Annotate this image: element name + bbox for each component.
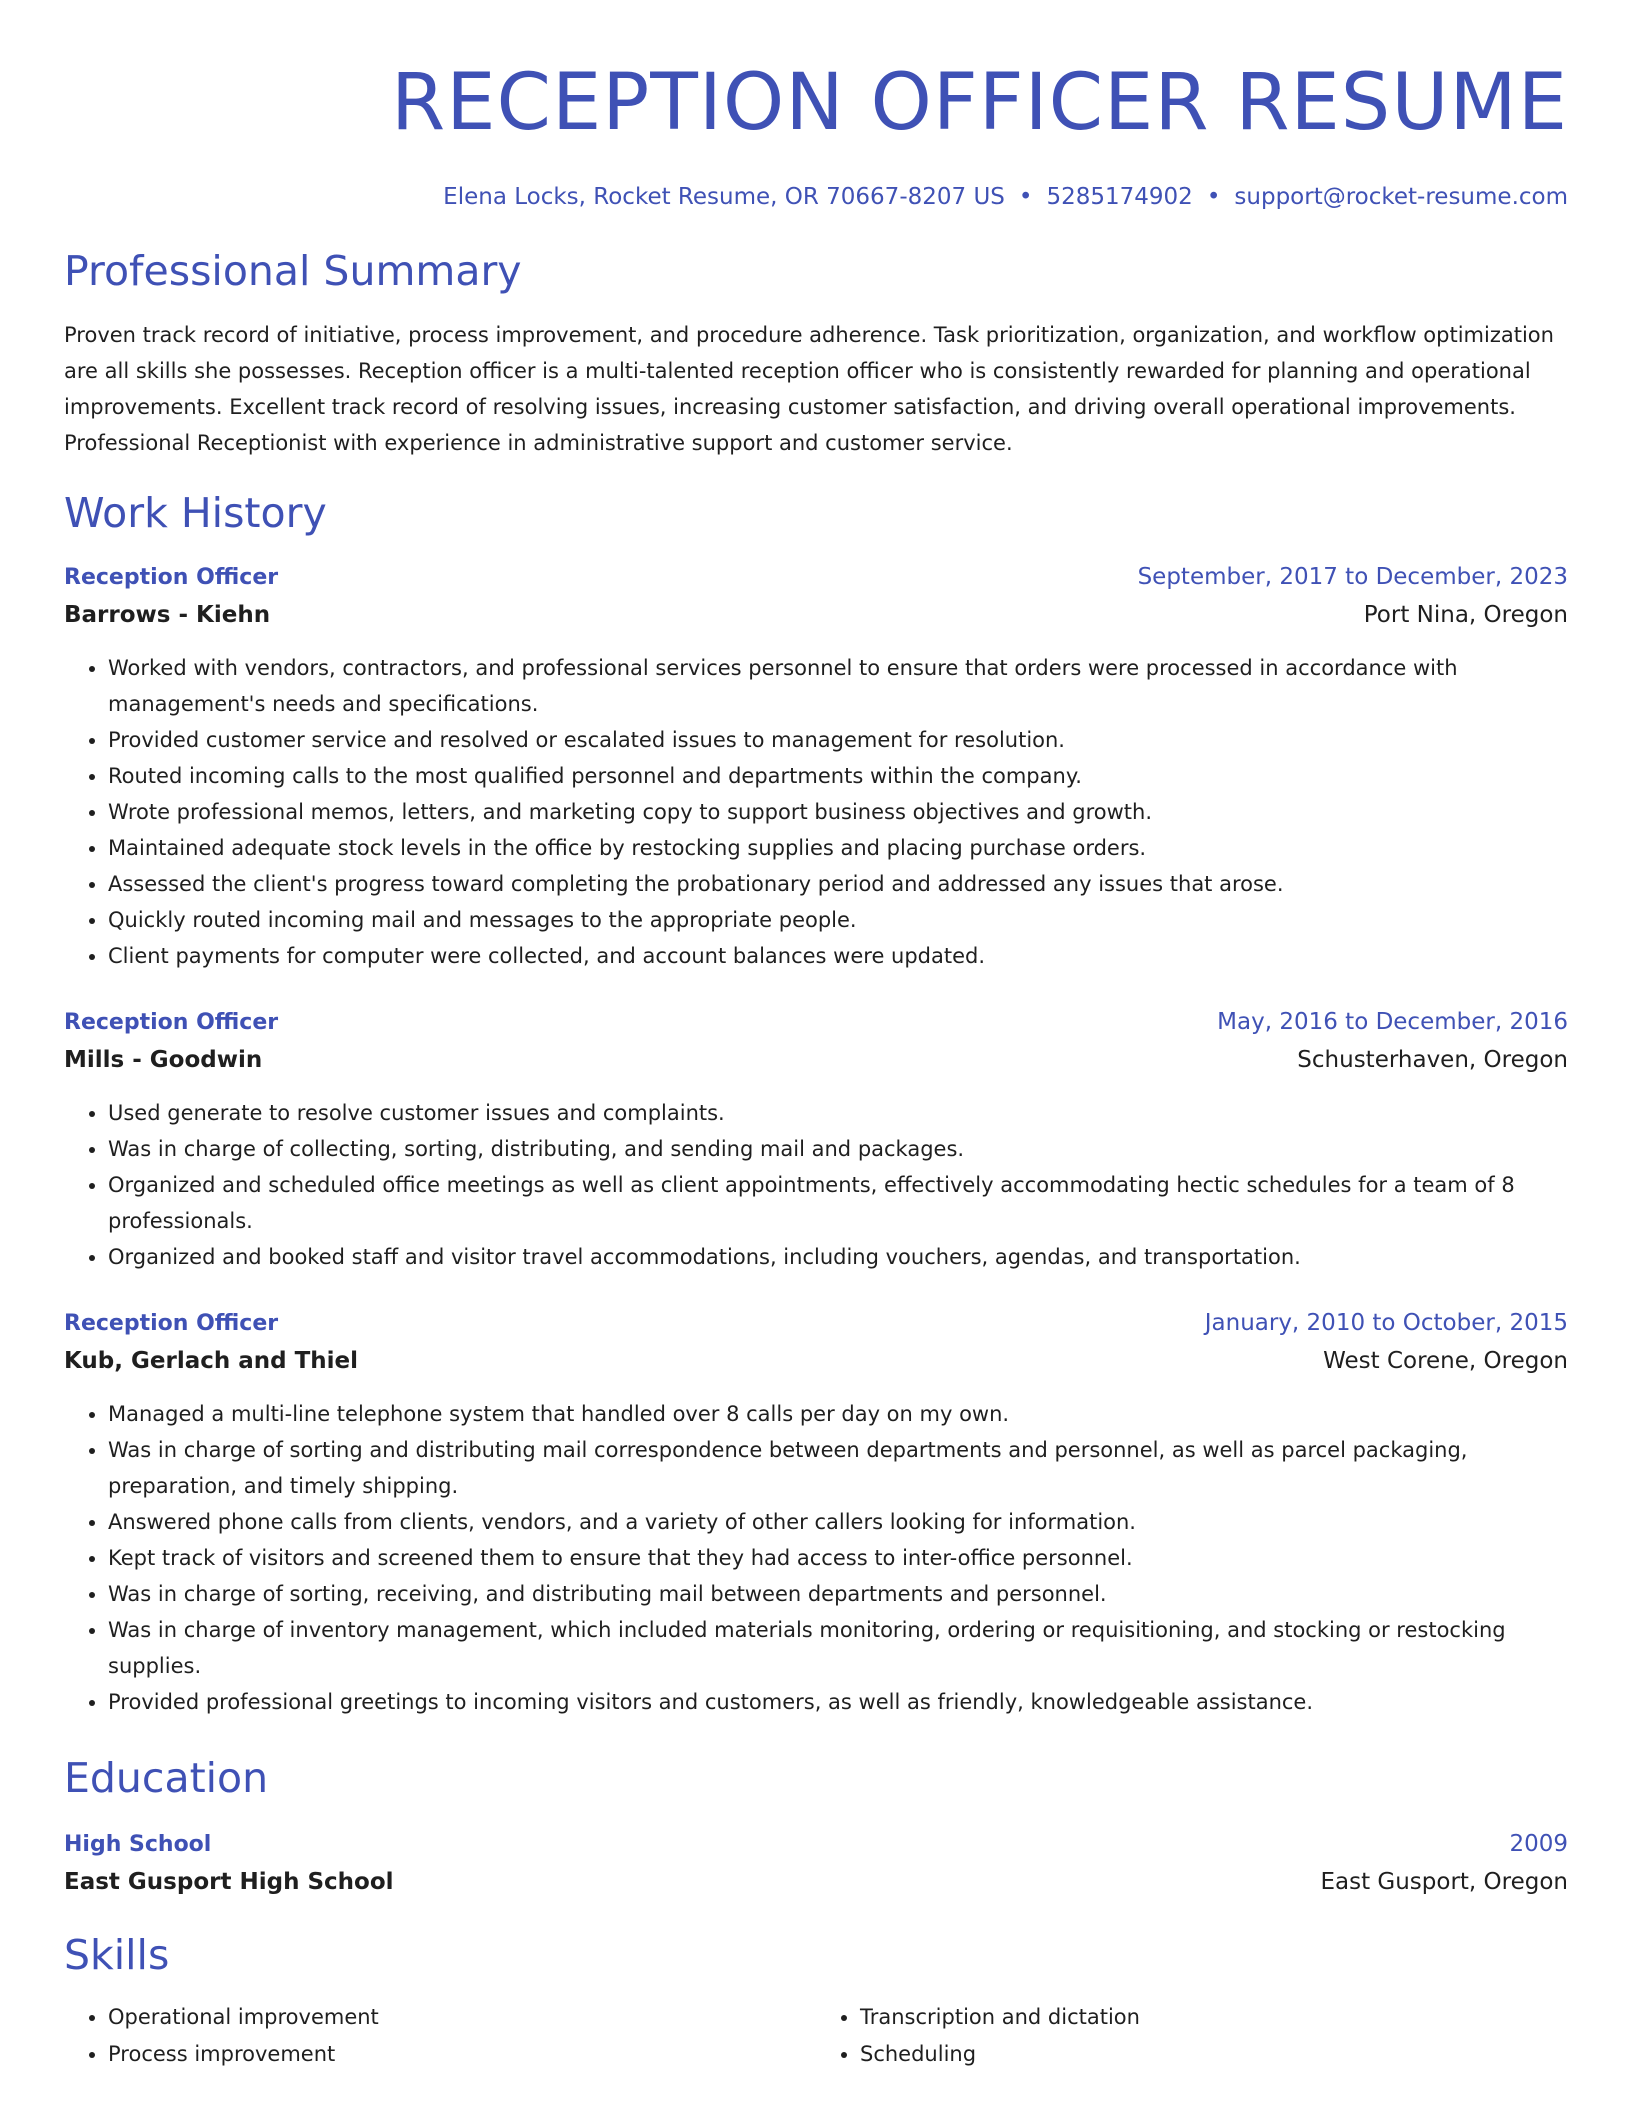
work-history-heading: Work History [64,489,327,537]
contact-email: support@rocket-resume.com [1234,184,1568,210]
job-header-row [64,1305,1568,1342]
job-duty: • Answered phone calls from clients, vendors, and a variety of other callers looking for information. [108,1504,1568,1540]
job-role: Reception Officer [64,1010,279,1035]
job-duty: • Provided professional greetings to incoming visitors and customers, as well as friendly, knowledgeable assistance. [108,1684,1568,1720]
contact-line [64,181,1568,213]
job-location: West Corene, Oregon [1323,1348,1568,1374]
job-duty: • Organized and booked staff and visitor travel accommodations, including vouchers, agendas, and transportation. [108,1239,1568,1275]
skills-heading: Skills [64,1931,170,1979]
job-header-row [64,1004,1568,1041]
page-title: RECEPTION OFFICER RESUME [391,58,1568,148]
job-location: Schusterhaven, Oregon [1297,1047,1568,1073]
job-company-row [64,1041,1568,1079]
education-degree: High School [64,1832,212,1857]
job-duty: • Was in charge of collecting, sorting, distributing, and sending mail and packages. [108,1131,1568,1167]
resume-header [64,0,1568,213]
job-duty: • Managed a multi-line telephone system that handled over 8 calls per day on my own. [108,1396,1568,1432]
skills-list-left [64,1999,816,2073]
education-school: East Gusport High School [64,1869,394,1895]
job-duties-list [64,650,1568,974]
job-role: Reception Officer [64,1311,279,1336]
job-duty: • Client payments for computer were collected, and account balances were updated. [108,938,1568,974]
job-duty: • Was in charge of sorting and distributing mail correspondence between departments and personnel, as well as parcel packaging, preparation, and timely shipping. [108,1432,1568,1504]
job-entry [64,1004,1568,1275]
job-duty: • Was in charge of inventory management, which included materials monitoring, ordering or requisitioning, and stocking or restocking supplies. [108,1612,1568,1684]
skills-list-right [816,1999,1568,2073]
job-dates: January, 2010 to October, 2015 [1204,1310,1568,1336]
contact-phone: 5285174902 [1046,184,1193,210]
job-company: Kub, Gerlach and Thiel [64,1348,359,1374]
skills-grid [64,1999,1568,2073]
job-duty: • Was in charge of sorting, receiving, and distributing mail between departments and personnel. [108,1576,1568,1612]
job-company: Mills - Goodwin [64,1047,263,1073]
skill-item: • Scheduling [860,2036,1568,2073]
summary-heading: Professional Summary [64,247,522,295]
job-duty: • Maintained adequate stock levels in the office by restocking supplies and placing purchase orders. [108,830,1568,866]
summary-text: Proven track record of initiative, process improvement, and procedure adherence. Task prioritization, organization, and workflow optimization are all skills she possesses. Reception officer is a multi-talented reception officer who is consistently rewarded for planning and operational improvements. Excellent track record of resolving issues, increasing customer satisfaction, and driving overall operational improvements. Professional Receptionist with experience in administrative support and customer service. [64,323,1554,455]
job-company-row [64,596,1568,634]
contact-separator: • [1206,184,1221,210]
contact-separator: • [1018,184,1033,210]
education-heading: Education [64,1754,269,1802]
job-header-row [64,559,1568,596]
education-year: 2009 [1509,1831,1568,1857]
job-duty: • Routed incoming calls to the most qualified personnel and departments within the company. [108,758,1568,794]
job-duty: • Kept track of visitors and screened them to ensure that they had access to inter-office personnel. [108,1540,1568,1576]
job-dates: May, 2016 to December, 2016 [1217,1009,1568,1035]
job-dates: September, 2017 to December, 2023 [1137,564,1568,590]
job-duty: • Quickly routed incoming mail and messages to the appropriate people. [108,902,1568,938]
job-role: Reception Officer [64,565,279,590]
job-entry [64,1305,1568,1720]
job-company: Barrows - Kiehn [64,602,271,628]
education-location: East Gusport, Oregon [1320,1869,1568,1895]
job-duty: • Worked with vendors, contractors, and professional services personnel to ensure that orders were processed in accordance with management's needs and specifications. [108,650,1568,722]
job-company-row [64,1342,1568,1380]
job-duty: • Organized and scheduled office meetings as well as client appointments, effectively accommodating hectic schedules for a team of 8 professionals. [108,1167,1568,1239]
job-location: Port Nina, Oregon [1363,602,1568,628]
job-duties-list [64,1396,1568,1720]
skill-item: • Process improvement [108,2036,816,2073]
skill-item: • Transcription and dictation [860,1999,1568,2036]
education-entry [64,1826,1568,1901]
job-entry [64,559,1568,974]
skill-item: • Operational improvement [108,1999,816,2036]
education-header-row [64,1826,1568,1863]
contact-address: Elena Locks, Rocket Resume, OR 70667-8207 US [443,184,1005,210]
education-school-row [64,1863,1568,1901]
job-duty: • Wrote professional memos, letters, and marketing copy to support business objectives and growth. [108,794,1568,830]
job-duties-list [64,1095,1568,1275]
job-duty: • Assessed the client's progress toward completing the probationary period and addressed any issues that arose. [108,866,1568,902]
job-duty: • Used generate to resolve customer issues and complaints. [108,1095,1568,1131]
job-duty: • Provided customer service and resolved or escalated issues to management for resolution. [108,722,1568,758]
